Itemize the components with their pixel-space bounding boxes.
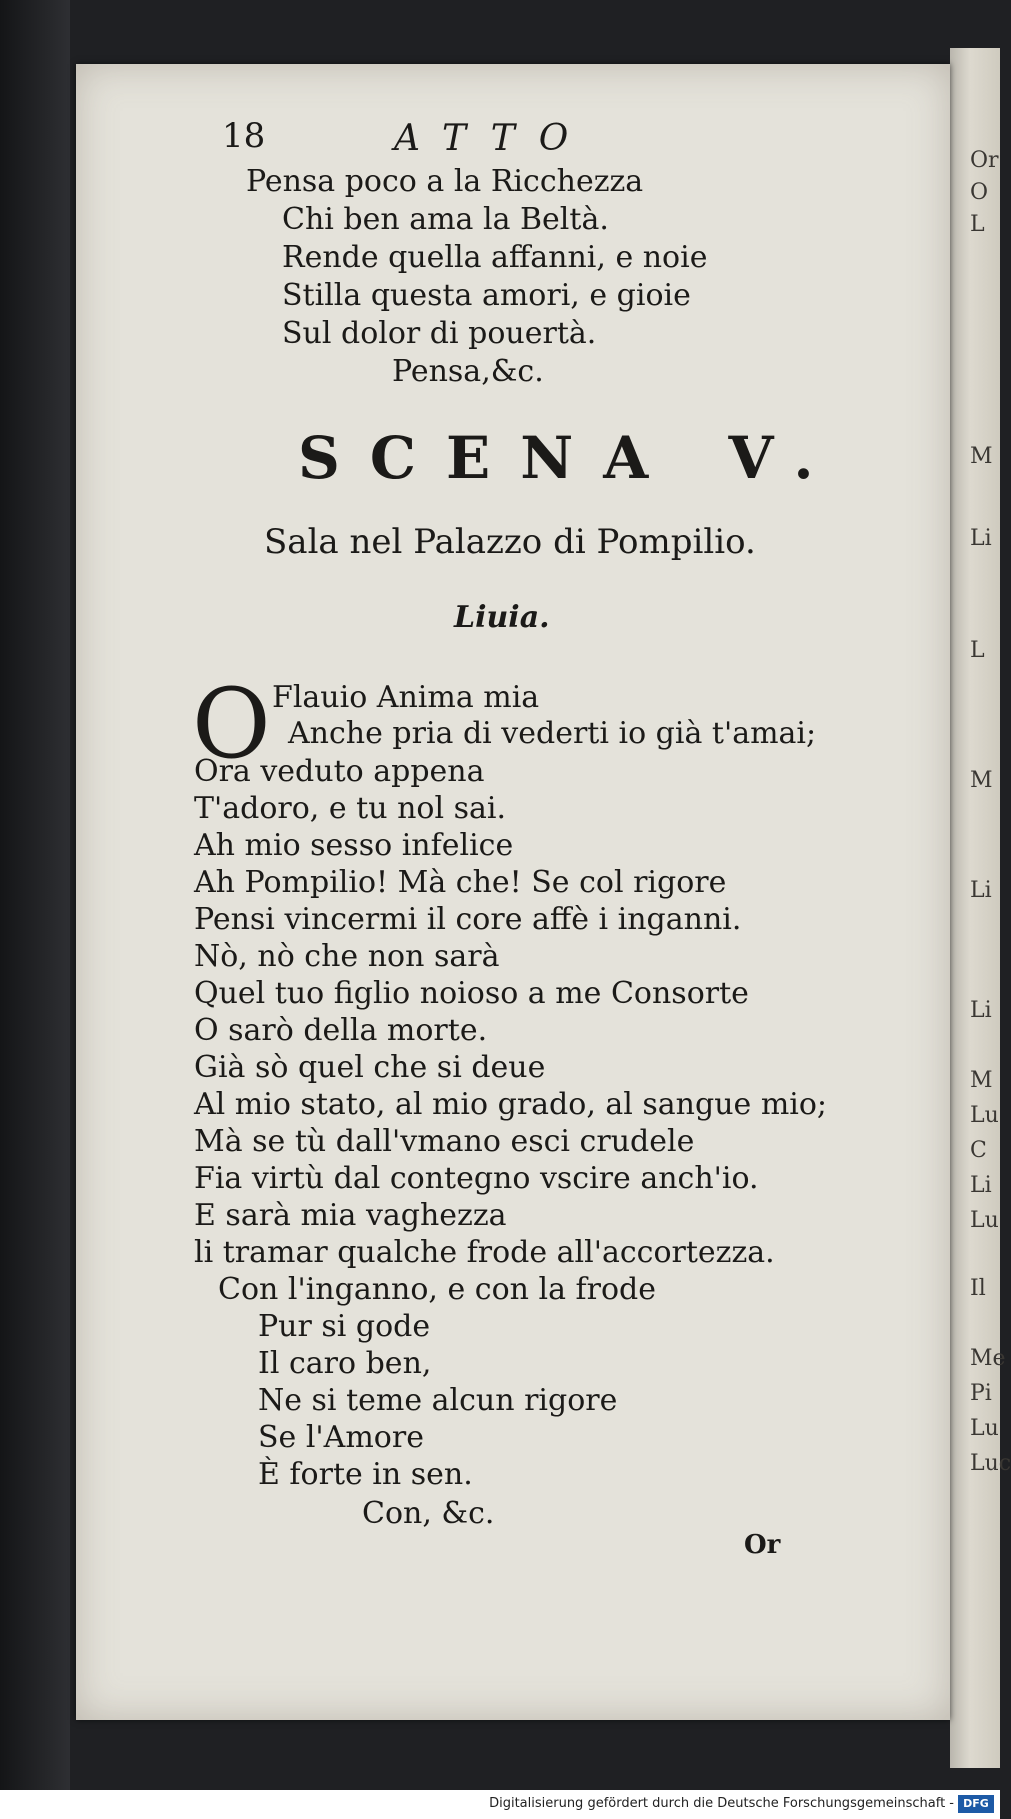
running-title: ATTO [394, 118, 593, 159]
dfg-logo-icon[interactable]: DFG [958, 1795, 994, 1813]
facing-fragment: Li [970, 878, 992, 903]
speaker-name: Liuia. [454, 600, 550, 635]
song-line: Se l'Amore [258, 1420, 424, 1455]
book-page [76, 64, 950, 1720]
speech-line: T'adoro, e tu nol sai. [194, 791, 507, 826]
facing-fragment: L [970, 212, 985, 237]
drop-cap: O [192, 668, 271, 780]
speech-line: Pensi vincermi il core affè i inganni. [194, 902, 742, 937]
facing-fragment: Lu [970, 1103, 999, 1128]
speech-line: Ah Pompilio! Mà che! Se col rigore [194, 865, 727, 900]
facing-fragment: Li [970, 526, 992, 551]
facing-fragment: Me [970, 1346, 1006, 1371]
speech-line: Flauio Anima mia [272, 680, 540, 715]
facing-fragment: L [970, 638, 985, 663]
speech-line: Al mio stato, al mio grado, al sangue mio; [194, 1087, 828, 1122]
speech-line: Ora veduto appena [194, 754, 485, 789]
song-line: Ne si teme alcun rigore [258, 1383, 618, 1418]
song-refrain: Con, &c. [362, 1496, 495, 1531]
facing-fragment: Il [970, 1276, 986, 1301]
aria-line: Sul dolor di pouertà. [282, 316, 597, 351]
footer-credit: Digitalisierung gefördert durch die Deutsche Forschungsgemeinschaft - [489, 1796, 954, 1811]
song-line: È forte in sen. [258, 1457, 473, 1492]
speech-line: li tramar qualche frode all'accortezza. [194, 1235, 775, 1270]
facing-fragment: C [970, 1138, 987, 1163]
speech-line: Nò, nò che non sarà [194, 939, 500, 974]
song-line: Con l'inganno, e con la frode [218, 1272, 656, 1307]
facing-fragment: Li [970, 1173, 992, 1198]
speech-line: O sarò della morte. [194, 1013, 488, 1048]
facing-fragment: Lu [970, 1416, 999, 1441]
facing-fragment: Or [970, 148, 999, 173]
song-line: Il caro ben, [258, 1346, 432, 1381]
speech-line: Già sò quel che si deue [194, 1050, 546, 1085]
scene-location: Sala nel Palazzo di Pompilio. [264, 522, 756, 562]
speech-line: Ah mio sesso infelice [194, 828, 514, 863]
page-number: 18 [222, 116, 266, 156]
aria-line: Chi ben ama la Beltà. [282, 202, 609, 237]
aria-line: Rende quella affanni, e noie [282, 240, 708, 275]
facing-page-edge [950, 48, 1011, 1768]
scene-title: SCENA V. [298, 424, 844, 492]
aria-line: Stilla questa amori, e gioie [282, 278, 691, 313]
speech-line: Fia virtù dal contegno vscire anch'io. [194, 1161, 759, 1196]
book-spine-left [0, 0, 70, 1790]
speech-line: E sarà mia vaghezza [194, 1198, 507, 1233]
footer-bar [0, 1790, 1000, 1819]
facing-fragment: M [970, 1068, 993, 1093]
speech-line: Quel tuo figlio noioso a me Consorte [194, 976, 749, 1011]
aria-refrain: Pensa,&c. [392, 354, 544, 389]
speech-line: Anche pria di vederti io già t'amai; [288, 716, 817, 751]
aria-line: Pensa poco a la Ricchezza [246, 164, 644, 199]
facing-fragment: M [970, 444, 993, 469]
facing-fragment: Lu [970, 1208, 999, 1233]
song-line: Pur si gode [258, 1309, 431, 1344]
facing-fragment: Pi [970, 1381, 992, 1406]
facing-fragment: Li [970, 998, 992, 1023]
facing-fragment: O [970, 180, 989, 205]
facing-fragment: M [970, 768, 993, 793]
speech-line: Mà se tù dall'vmano esci crudele [194, 1124, 695, 1159]
catchword: Or [744, 1530, 781, 1560]
facing-fragment: Luc [970, 1451, 1011, 1476]
